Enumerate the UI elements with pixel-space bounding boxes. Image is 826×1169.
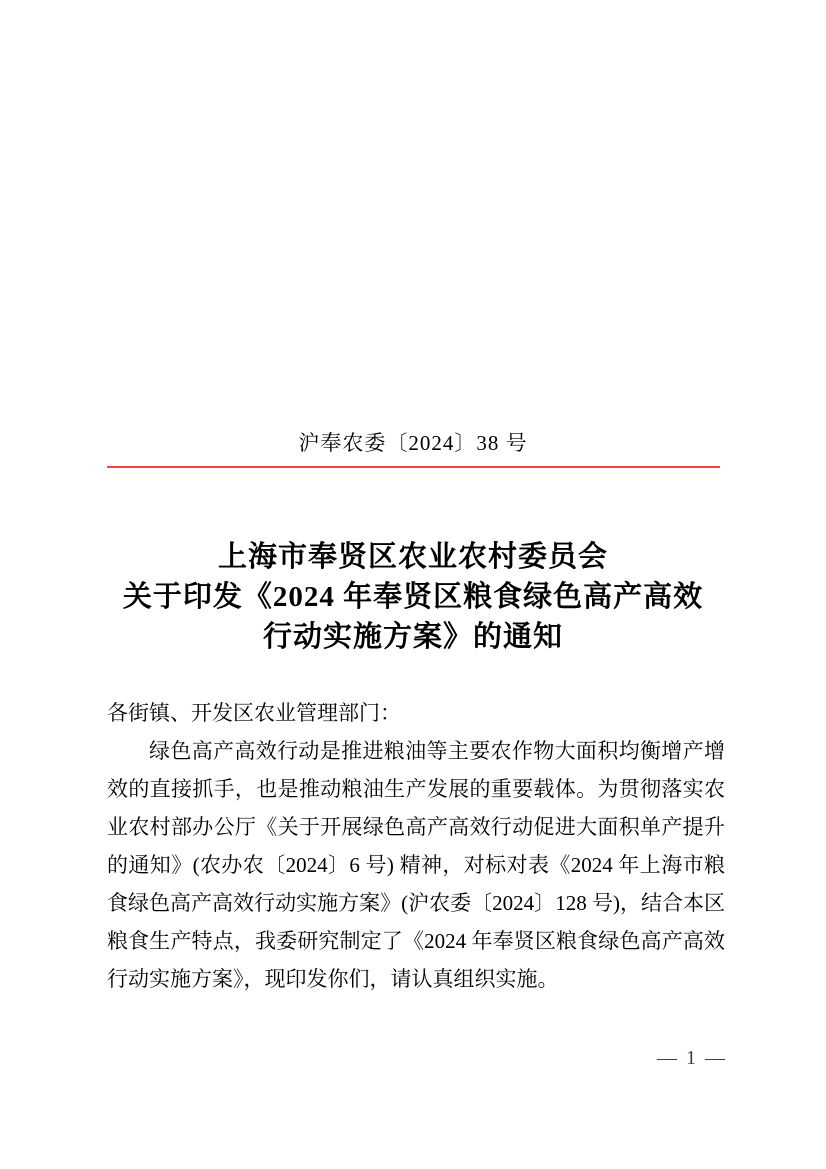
title-line-1: 上海市奉贤区农业农村委员会 (217, 541, 608, 573)
body-line: 业农村部办公厅《关于开展绿色高产高效行动促进大面积单产提升 (107, 815, 725, 839)
red-divider-line (107, 466, 720, 468)
title-line-3: 行动实施方案》的通知 (262, 621, 563, 653)
doc-reference-number: 沪奉农委〔2024〕38 号 (298, 431, 528, 455)
body-line: 食绿色高产高效行动实施方案》(沪农委〔2024〕128 号)，结合本区 (107, 891, 725, 915)
title-line-2: 关于印发《2024 年奉贤区粮食绿色高产高效 (122, 581, 704, 613)
body-line: 粮食生产特点，我委研究制定了《2024 年奉贤区粮食绿色高产高效 (107, 929, 725, 953)
salutation-line: 各街镇、开发区农业管理部门： (107, 701, 401, 725)
body-line: 的通知》(农办农〔2024〕6 号) 精神，对标对表《2024 年上海市粮 (107, 853, 725, 877)
body-line: 效的直接抓手，也是推动粮油生产发展的重要载体。为贯彻落实农 (107, 777, 725, 801)
document-body (107, 694, 725, 998)
body-line: 绿色高产高效行动是推进粮油等主要农作物大面积均衡增产增 (149, 739, 725, 763)
page-number: — 1 — (657, 1047, 727, 1069)
body-line: 行动实施方案》，现印发你们，请认真组织实施。 (107, 967, 559, 991)
document-title (0, 537, 826, 657)
